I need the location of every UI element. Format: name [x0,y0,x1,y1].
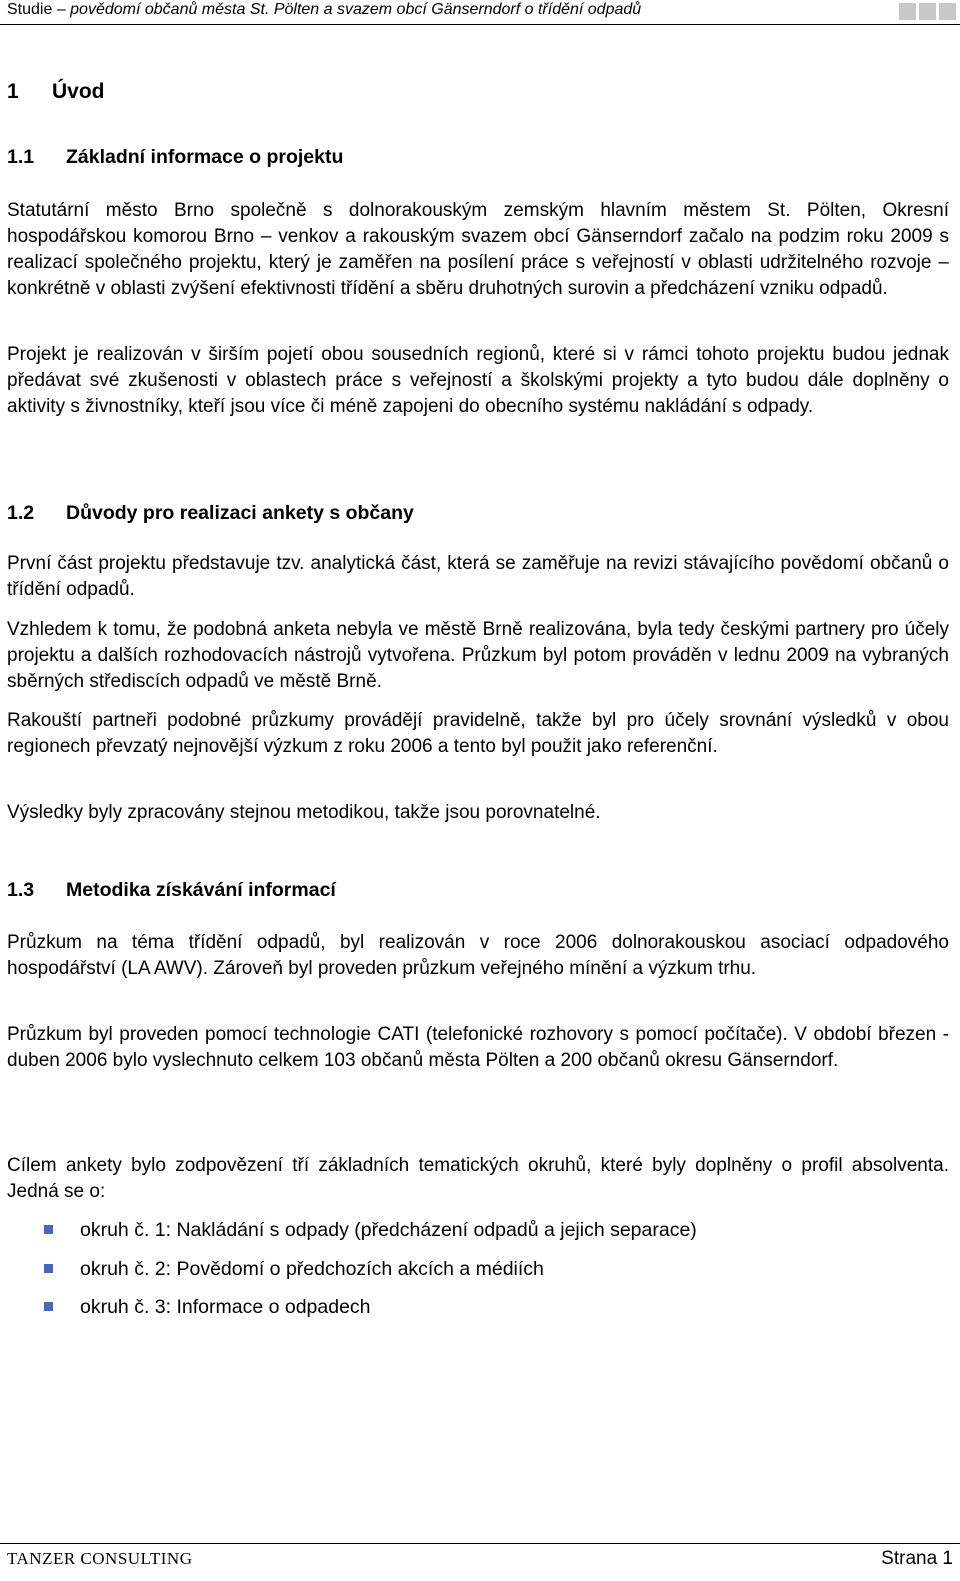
header-square [899,3,916,20]
page-number: Strana 1 [881,1548,953,1569]
section-number: 1.1 [7,146,35,168]
section-title: Důvody pro realizaci ankety s občany [66,502,414,524]
header-square [919,3,936,20]
paragraph: První část projektu představuje tzv. analytická část, která se zaměřuje na revizi stávajícího povědomí občanů o třídění odpadů. [7,553,949,600]
list-item-text: okruh č. 2: Povědomí o předchozích akcích a médiích [80,1257,544,1280]
paragraph: Cílem ankety bylo zodpovězení tří základních tematických okruhů, které byly doplněny o profil absolventa. Jedná se o: [7,1155,949,1202]
header-title-prefix: Studie – [7,1,71,18]
bullet-list [7,1217,697,1333]
section-title: Metodika získávání informací [66,879,336,901]
section-number: 1 [7,80,19,103]
paragraph: Rakouští partneři podobné průzkumy provádějí pravidelně, takže byl pro účely srovnání výsledků v obou regionech převzatý nejnovější výzkum z roku 2006 a tento byl použit jako referenční. [7,710,949,757]
section-number: 1.3 [7,879,35,901]
header-title [7,1,641,19]
header-title-italic: povědomí občanů města St. Pölten a svazem obcí Gänserndorf o třídění odpadů [70,1,642,18]
paragraph: Statutární město Brno společně s dolnorakouským zemským hlavním městem St. Pölten, Okresní hospodářskou komorou Brno – venkov a rakouským svazem obcí Gänserndorf začalo na podzim roku 2009 s realizací společného projektu, který je zaměřen na posílení práce s veřejností v oblasti udržitelného rozvoje – konkrétně v oblasti zvýšení efektivnosti třídění a sběru druhotných surovin a předcházení vzniku odpadů. [7,200,949,299]
header-decoration [899,3,956,20]
section-heading-1 [7,80,105,104]
section-heading-1-1 [7,146,343,169]
paragraph: Průzkum na téma třídění odpadů, byl realizován v roce 2006 dolnorakouskou asociací odpadového hospodářství (LA AWV). Zároveň byl proveden průzkum veřejného mínění a výzkum trhu. [7,932,949,979]
list-item [7,1294,697,1333]
list-item [7,1256,697,1295]
section-heading-1-2 [7,502,414,525]
section-title: Úvod [52,80,105,103]
list-item-text: okruh č. 1: Nakládání s odpady (předcházení odpadů a jejich separace) [80,1219,697,1241]
section-heading-1-3 [7,879,336,902]
footer-company: TANZER CONSULTING [7,1549,193,1568]
header-square [939,3,956,20]
list-item [7,1217,697,1256]
paragraph: Výsledky byly zpracovány stejnou metodikou, takže jsou porovnatelné. [7,802,601,823]
header-divider [0,24,960,25]
square-bullet-icon [44,1225,53,1234]
list-item-text: okruh č. 3: Informace o odpadech [80,1296,371,1318]
square-bullet-icon [44,1302,53,1311]
paragraph: Průzkum byl proveden pomocí technologie CATI (telefonické rozhovory s pomocí počítače). V období březen - duben 2006 bylo vyslechnuto celkem 103 občanů města Pölten a 200 občanů okresu Gänserndorf. [7,1024,949,1071]
paragraph: Projekt je realizován v širším pojetí obou sousedních regionů, které si v rámci tohoto projektu budou jednak předávat své zkušenosti v oblastech práce s veřejností a školskými projekty a tyto budou dále doplněny o aktivity s živnostníky, kteří jsou více či méně zapojeni do obecního systému nakládání s odpady. [7,344,949,417]
square-bullet-icon [44,1264,53,1273]
page-header [0,0,960,26]
paragraph: Vzhledem k tomu, že podobná anketa nebyla ve městě Brně realizována, byla tedy českými partnery pro účely projektu a dalších rozhodovacích nástrojů vytvořena. Průzkum byl potom prováděn v lednu 2009 na vybraných sběrných střediscích odpadů ve městě Brně. [7,619,949,692]
footer-divider [0,1543,960,1544]
section-number: 1.2 [7,502,35,524]
section-title: Základní informace o projektu [66,146,344,168]
